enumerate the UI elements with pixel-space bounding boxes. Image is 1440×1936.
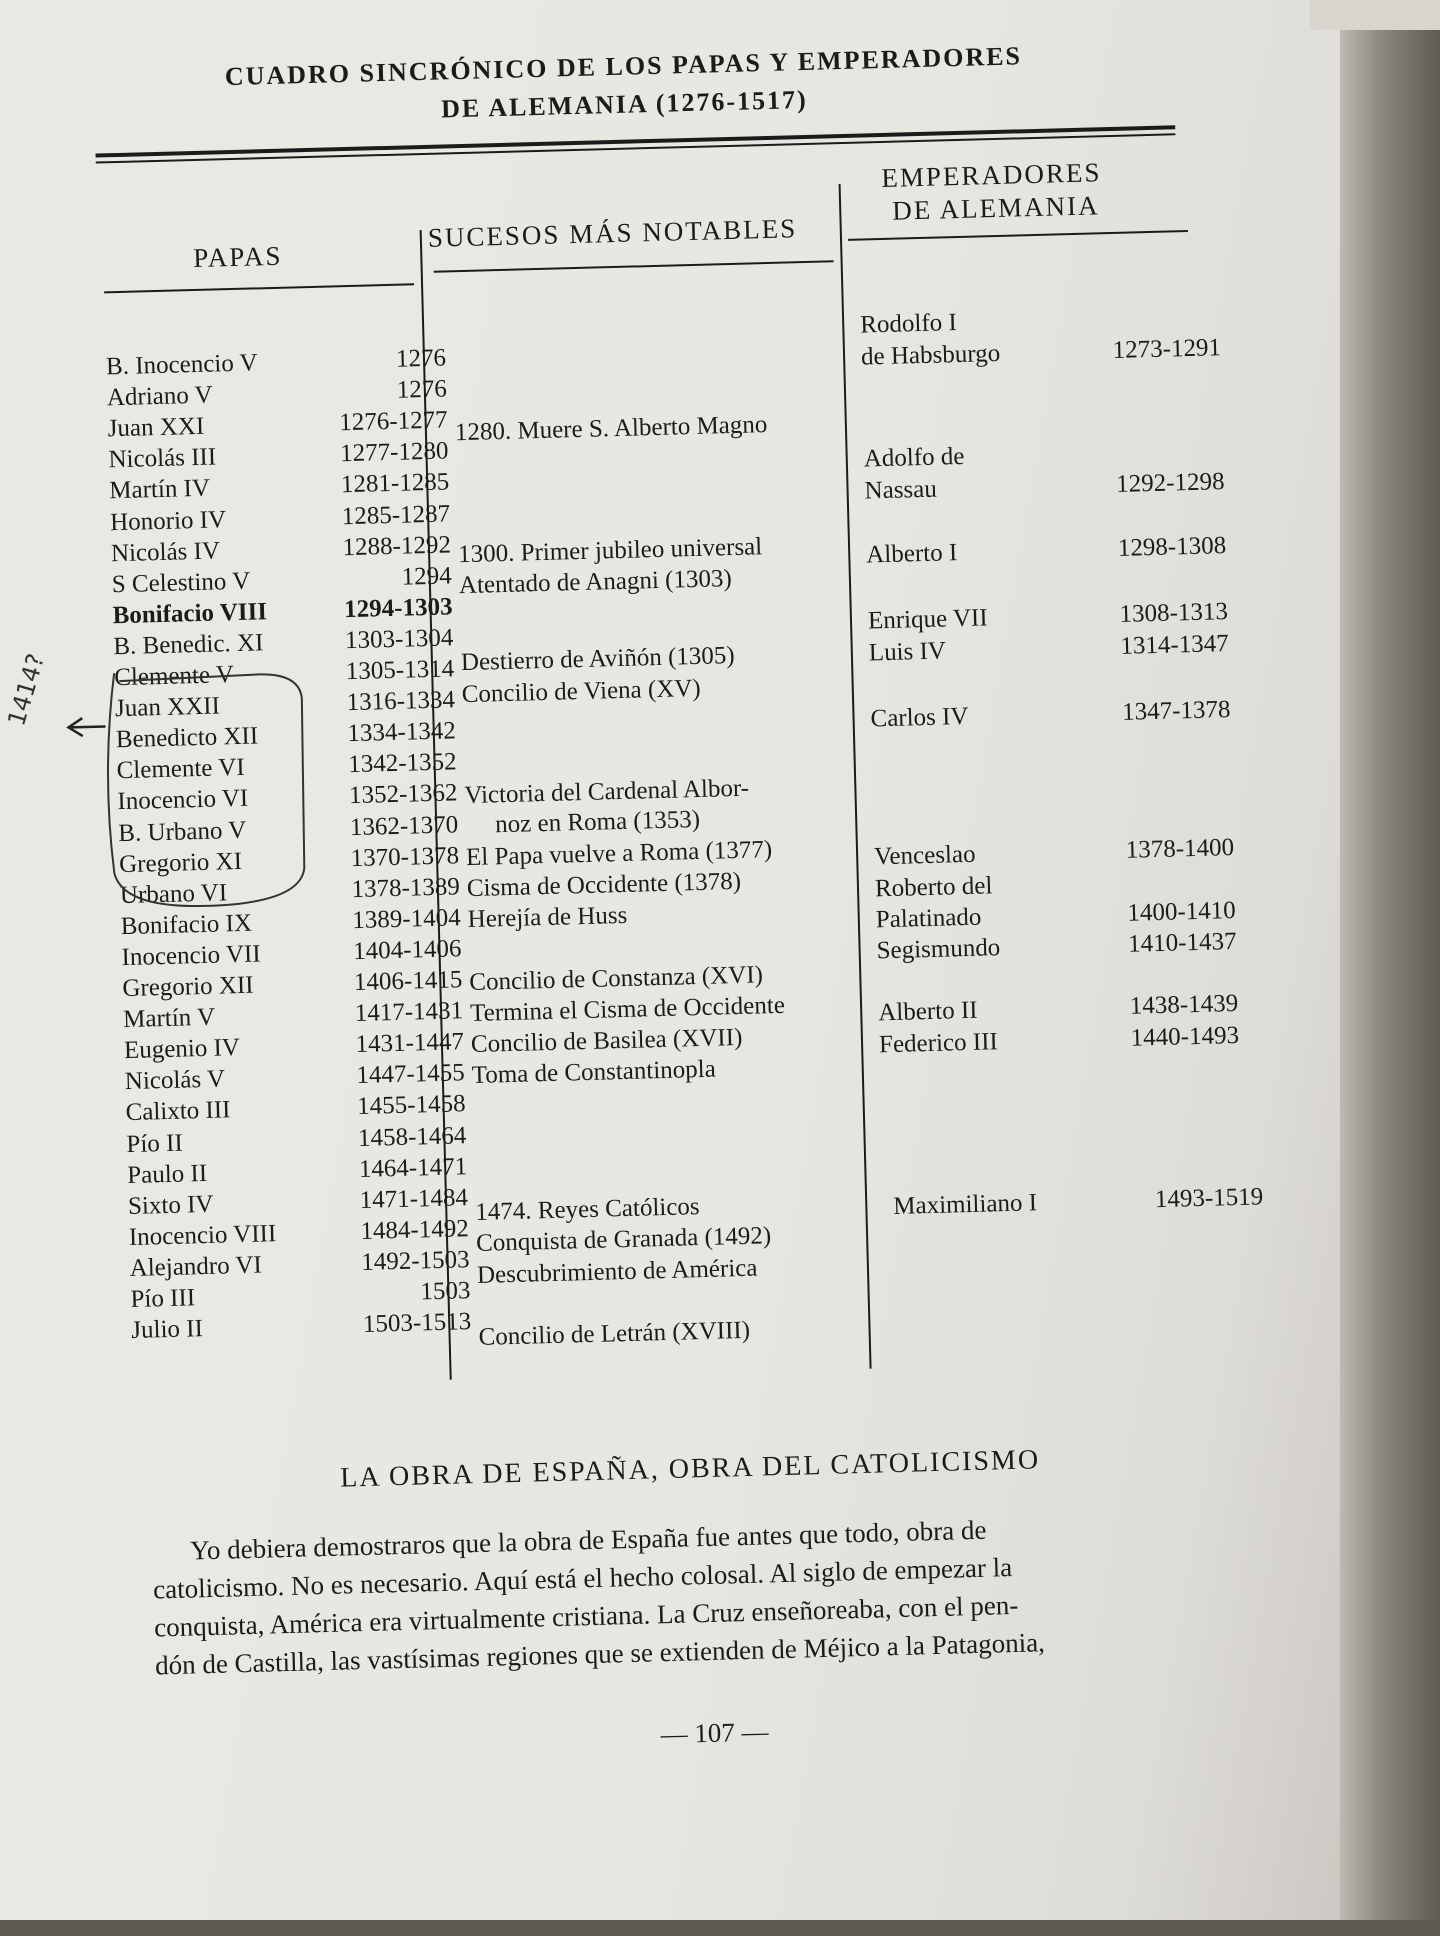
emperor-years: 1493-1519 bbox=[1154, 1183, 1264, 1214]
emperor-years: 1273-1291 bbox=[1112, 334, 1222, 364]
event-entry: Cisma de Occidente (1378) bbox=[466, 867, 742, 903]
event-entry: Atentado de Anagni (1303) bbox=[458, 565, 733, 600]
emperor-row bbox=[892, 1183, 1264, 1221]
pope-name: Bonifacio VIII bbox=[112, 598, 268, 630]
pope-name: Sixto IV bbox=[127, 1190, 214, 1220]
pope-years: 1492-1503 bbox=[360, 1246, 470, 1276]
pope-name: Pío III bbox=[130, 1284, 196, 1314]
pope-years: 1276-1277 bbox=[338, 406, 448, 437]
pope-name: Juan XXII bbox=[114, 692, 221, 723]
emperor-name: Segismundo bbox=[876, 934, 1001, 965]
pope-years: 1464-1471 bbox=[358, 1152, 468, 1183]
pope-row bbox=[105, 344, 447, 381]
emperor-name: Alberto II bbox=[877, 996, 978, 1027]
emperor-name: Alberto I bbox=[865, 539, 958, 569]
top-double-rule bbox=[96, 125, 1176, 157]
page-number: — 107 — bbox=[660, 1716, 769, 1750]
pope-name: Julio II bbox=[130, 1315, 204, 1345]
paragraph-line: Yo debiera demostraros que la obra de España fue antes que todo, obra de bbox=[189, 1514, 987, 1566]
pope-years: 1431-1447 bbox=[355, 1028, 465, 1059]
pope-name: S Celestino V bbox=[111, 567, 251, 598]
emperor-row bbox=[863, 436, 1223, 473]
pope-name: Alejandro VI bbox=[129, 1251, 263, 1282]
pope-years: 1303-1304 bbox=[344, 624, 454, 655]
pope-name: Gregorio XI bbox=[118, 847, 243, 878]
pope-name: Calixto III bbox=[125, 1096, 231, 1127]
emperor-name: Roberto del bbox=[874, 872, 993, 903]
emperor-name: Maximiliano I bbox=[892, 1189, 1038, 1221]
event-entry: 1300. Primer jubileo universal bbox=[457, 533, 763, 569]
pope-years: 1305-1314 bbox=[345, 655, 455, 686]
pope-years: 1484-1492 bbox=[360, 1214, 470, 1245]
table-title-line1: CUADRO SINCRÓNICO DE LOS PAPAS Y EMPERADORES bbox=[224, 41, 1023, 92]
pope-name: Bonifacio IX bbox=[120, 909, 253, 940]
event-entry: Victoria del Cardenal Albor- bbox=[464, 774, 750, 810]
column-header-popes: PAPAS bbox=[192, 240, 283, 274]
emperor-name: Enrique VII bbox=[867, 604, 988, 635]
emperor-name: Luis IV bbox=[868, 637, 947, 667]
pope-name: Nicolás III bbox=[108, 443, 217, 474]
event-entry: 1280. Muere S. Alberto Magno bbox=[454, 411, 768, 447]
column-header-emperors-2: DE ALEMANIA bbox=[891, 190, 1100, 226]
pope-years: 1389-1404 bbox=[351, 904, 461, 934]
pope-years: 1276 bbox=[395, 344, 447, 373]
pope-name: B. Benedic. XI bbox=[113, 629, 264, 661]
pope-name: Pío II bbox=[126, 1129, 184, 1158]
pope-name: Eugenio IV bbox=[123, 1034, 241, 1065]
pope-name: Martín V bbox=[122, 1003, 216, 1034]
event-entry: Concilio de Viena (XV) bbox=[461, 674, 702, 709]
pope-years: 1352-1362 bbox=[348, 779, 458, 810]
event-entry: Conquista de Granada (1492) bbox=[475, 1222, 772, 1257]
emperor-row bbox=[870, 696, 1231, 733]
emperor-name: Rodolfo I bbox=[859, 309, 958, 339]
event-entry: Termina el Cisma de Occidente bbox=[469, 991, 786, 1028]
emperor-row bbox=[865, 532, 1227, 569]
emperor-years: 1410-1437 bbox=[1127, 927, 1237, 958]
pope-name: Inocencio VIII bbox=[128, 1219, 277, 1251]
emperor-years: 1308-1313 bbox=[1119, 598, 1229, 628]
pope-years: 1503 bbox=[420, 1277, 471, 1306]
event-entry: Herejía de Huss bbox=[467, 901, 628, 934]
emperor-years: 1400-1410 bbox=[1127, 896, 1237, 927]
pope-name: Juan XXI bbox=[107, 412, 205, 443]
emperor-name: Venceslao bbox=[873, 840, 976, 871]
pope-name: Inocencio VII bbox=[121, 940, 261, 972]
pope-years: 1406-1415 bbox=[353, 966, 463, 997]
pope-years: 1276 bbox=[396, 375, 448, 404]
pope-years: 1281-1285 bbox=[340, 468, 450, 499]
pope-years: 1294-1303 bbox=[343, 593, 453, 623]
pope-years: 1404-1406 bbox=[352, 935, 462, 965]
emperor-row bbox=[877, 989, 1239, 1027]
paragraph-line: dón de Castilla, las vastísimas regiones que se extienden de Méjico a la Patagonia, bbox=[154, 1627, 1046, 1681]
pope-name: Inocencio VI bbox=[117, 785, 249, 816]
pope-name: Nicolás V bbox=[124, 1065, 226, 1096]
popes-header-rule bbox=[104, 283, 414, 293]
pope-years: 1370-1378 bbox=[350, 841, 460, 872]
column-header-events: SUCESOS MÁS NOTABLES bbox=[427, 213, 798, 253]
pope-name: Nicolás IV bbox=[110, 537, 221, 567]
emperor-years: 1292-1298 bbox=[1115, 468, 1225, 498]
pope-years: 1455-1458 bbox=[356, 1090, 466, 1121]
pope-years: 1362-1370 bbox=[349, 810, 459, 841]
pope-name: Benedicto XII bbox=[115, 722, 259, 754]
event-entry: noz en Roma (1353) bbox=[494, 805, 701, 839]
handwritten-note: 1414? bbox=[2, 650, 51, 730]
event-entry: Descubrimiento de América bbox=[476, 1254, 758, 1289]
emperor-years: 1440-1493 bbox=[1130, 1021, 1240, 1052]
pope-name: Clemente V bbox=[113, 661, 235, 692]
pope-name: Adriano V bbox=[106, 381, 214, 412]
events-header-rule bbox=[434, 260, 834, 272]
emperor-name: Carlos IV bbox=[870, 702, 969, 733]
pope-name: Honorio IV bbox=[109, 505, 227, 536]
emperor-name: Federico III bbox=[878, 1028, 999, 1059]
event-entry: Concilio de Constanza (XVI) bbox=[468, 961, 764, 997]
event-entry: Concilio de Letrán (XVIII) bbox=[478, 1316, 751, 1351]
event-entry: Concilio de Basilea (XVII) bbox=[470, 1023, 743, 1059]
table-title-line2: DE ALEMANIA (1276-1517) bbox=[440, 84, 809, 124]
event-entry: Destierro de Aviñón (1305) bbox=[460, 641, 736, 677]
event-entry: 1474. Reyes Católicos bbox=[475, 1193, 700, 1226]
emperor-years: 1314-1347 bbox=[1120, 630, 1230, 660]
paragraph-line: conquista, América era virtualmente cristiana. La Cruz enseñoreaba, con el pen- bbox=[153, 1589, 1019, 1643]
pope-years: 1417-1431 bbox=[354, 997, 464, 1028]
hand-drawn-arrowhead bbox=[68, 718, 82, 736]
emperor-years: 1438-1439 bbox=[1129, 989, 1239, 1020]
paragraph-line: catolicismo. No es necesario. Aquí está el hecho colosal. Al siglo de empezar la bbox=[152, 1552, 1013, 1605]
emperor-years: 1298-1308 bbox=[1117, 532, 1227, 562]
hand-drawn-arrow-line bbox=[71, 726, 106, 727]
column-header-emperors-1: EMPERADORES bbox=[881, 157, 1102, 193]
pope-years: 1342-1352 bbox=[347, 748, 457, 779]
emperor-years: 1347-1378 bbox=[1121, 696, 1231, 726]
pope-name: B. Inocencio V bbox=[105, 349, 258, 381]
pope-years: 1334-1342 bbox=[347, 717, 457, 748]
emperor-row bbox=[867, 598, 1229, 635]
pope-years: 1288-1292 bbox=[342, 530, 452, 561]
pope-years: 1447-1455 bbox=[356, 1059, 466, 1090]
section-title: LA OBRA DE ESPAÑA, OBRA DEL CATOLICISMO bbox=[339, 1444, 1041, 1494]
pope-years: 1316-1334 bbox=[346, 686, 456, 717]
emperor-name: Nassau bbox=[864, 475, 938, 505]
pope-years: 1277-1280 bbox=[339, 437, 449, 468]
pope-years: 1458-1464 bbox=[357, 1121, 467, 1152]
event-entry: Toma de Constantinopla bbox=[471, 1055, 717, 1090]
pope-years: 1471-1484 bbox=[359, 1183, 469, 1214]
pope-name: Clemente VI bbox=[116, 754, 245, 785]
emperor-row bbox=[873, 833, 1235, 871]
pope-name: Urbano VI bbox=[119, 879, 228, 909]
pope-name: Martín IV bbox=[109, 475, 211, 505]
pope-years: 1294 bbox=[401, 562, 453, 591]
pope-years: 1378-1389 bbox=[351, 872, 461, 903]
pope-name: Gregorio XII bbox=[122, 971, 254, 1003]
body-paragraph bbox=[152, 1503, 1296, 1685]
pope-years: 1503-1513 bbox=[362, 1308, 472, 1339]
event-entry: El Papa vuelve a Roma (1377) bbox=[465, 836, 773, 872]
emperor-name: Palatinado bbox=[875, 903, 982, 934]
emperors-header-rule bbox=[848, 230, 1188, 241]
emperor-years: 1378-1400 bbox=[1125, 833, 1235, 864]
emperor-name: Adolfo de bbox=[863, 442, 965, 473]
pope-name: Paulo II bbox=[126, 1159, 208, 1189]
pope-name: B. Urbano V bbox=[117, 816, 247, 847]
emperor-name: de Habsburgo bbox=[860, 339, 1001, 371]
emperor-row bbox=[859, 302, 1220, 339]
pope-years: 1285-1287 bbox=[341, 499, 451, 530]
